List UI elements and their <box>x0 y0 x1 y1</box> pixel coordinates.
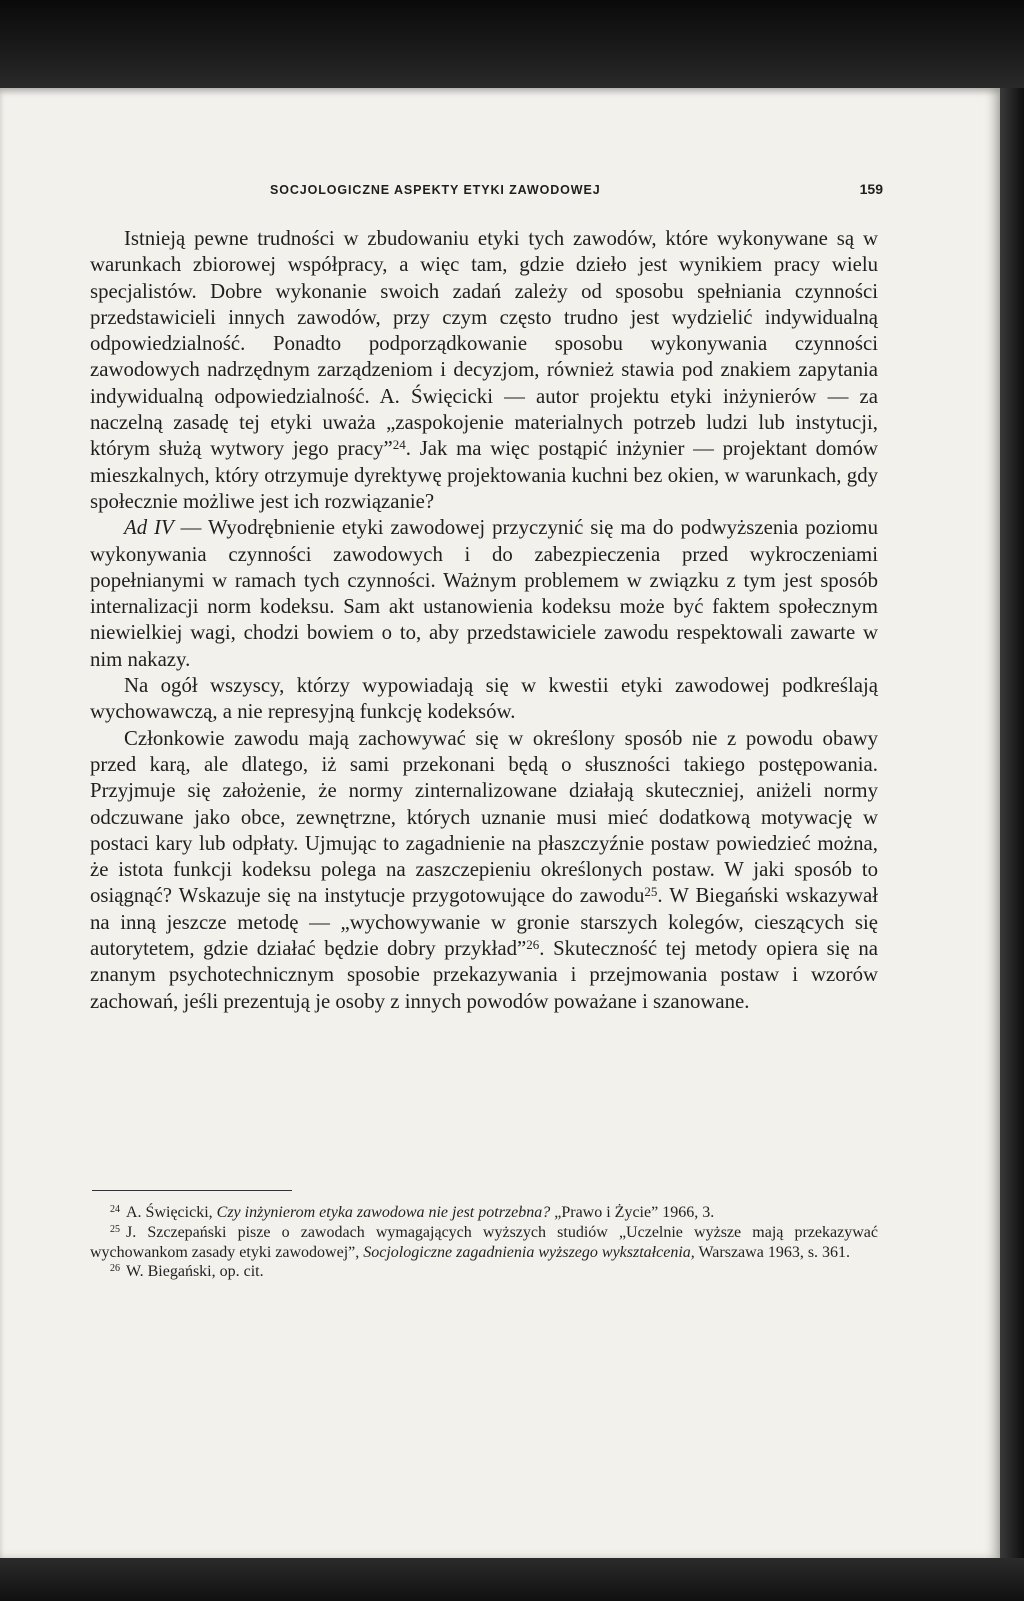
paragraph-2-lead: Ad IV <box>124 516 174 540</box>
paragraph-2-text: — Wyodrębnienie etyki zawodowej przyczynić się ma do podwyższenia poziomu wykonywania czynności zawodowych i do zabezpieczenia przed wykroczeniami popełnianymi w ramach tych czynności. Ważnym problemem w związku z tym jest sposób internalizacji norm kodeksu. Sam akt ustanowienia kodeksu może być faktem społecznym niewielkiej wagi, chodzi bowiem o to, aby przedstawiciele zawodu respektowali zawarte w nim nakazy. <box>90 516 878 671</box>
paragraph-1-text-b: . Jak ma więc postąpić inżynier — projektant domów mieszkalnych, który otrzymuje dyrektywę projektowania kuchni bez okien, w warunkach, gdy społecznie możliwe jest ich rozwiązanie? <box>90 437 878 513</box>
footnote-text-end: „Prawo i Życie” 1966, 3. <box>550 1204 715 1221</box>
footnote-number: 26 <box>110 1263 120 1275</box>
footnote-text: W. Biegański, op. cit. <box>126 1263 264 1281</box>
running-head: SOCJOLOGICZNE ASPEKTY ETYKI ZAWODOWEJ <box>270 183 601 197</box>
paragraph-2 <box>90 515 878 673</box>
book-spine-top-shadow <box>0 0 1024 90</box>
paragraph-1 <box>90 226 878 515</box>
footnote-text-end: Warszawa 1963, s. 361. <box>694 1243 851 1261</box>
footnote-ref-26: 26 <box>526 937 540 953</box>
footnote-number: 24 <box>110 1204 120 1215</box>
footnote-25 <box>90 1223 878 1263</box>
footnote-separator <box>92 1190 292 1191</box>
paragraph-4-text-b: . W Biegański wskazywał na inną jeszcze metodę — „wychowywanie w gronie starszych kolegów, cieszących się autorytetem, gdzie działać będzie dobry przykład” <box>90 884 878 961</box>
footnote-ref-25: 25 <box>644 884 658 900</box>
book-page <box>0 88 1000 1560</box>
footnotes <box>90 1203 878 1282</box>
footnote-title: Socjologiczne zagadnienia wyższego wykształcenia, <box>363 1243 695 1261</box>
footnote-text: J. Szczepański pisze o zawodach wymagających wyższych studiów „Uczelnie wyższe mają przekazywać wychowankom zasady etyki zawodowej”, <box>90 1223 878 1261</box>
footnote-text: A. Święcicki, <box>126 1204 217 1221</box>
footnote-title: Czy inżynierom etyka zawodowa nie jest potrzebna? <box>216 1204 551 1221</box>
footnote-26 <box>90 1262 878 1282</box>
footnote-number: 25 <box>110 1223 120 1235</box>
paragraph-3: Na ogół wszyscy, którzy wypowiadają się w kwestii etyki zawodowej podkreślają wychowawczą, a nie represyjną funkcję kodeksów. <box>90 674 878 724</box>
footnote-24 <box>90 1203 878 1223</box>
paragraph-1-text-a: Istnieją pewne trudności w zbudowaniu etyki tych zawodów, które wykonywane są w warunkach zbiorowej współpracy, a więc tam, gdzie dzieło jest wynikiem pracy wielu specjalistów. Dobre wykonanie swoich zadań zależy od sposobu spełniania czynności przedstawicieli innych zawodów, przy czym często trudno jest wydzielić indywidualną odpowiedzialność. Ponadto podporządkowanie sposobu wykonywania czynności zawodowych nadrzędnym zarządzeniom i decyzjom, również stawia pod znakiem zapytania indywidualną odpowiedzialność. A. Święcicki — autor projektu etyki inżynierów — za naczelną zasadę tej etyki uważa „zaspokojenie materialnych potrzeb ludzi lub instytucji, którym służą wytwory jego pracy” <box>90 227 878 461</box>
book-page-edge <box>1000 88 1024 1560</box>
paragraph-4-text-a: Członkowie zawodu mają zachowywać się w określony sposób nie z powodu obawy przed karą, ale dlatego, iż sami przekonani będą o słuszności takiego postępowania. Przyjmuje się założenie, że normy zinternalizowane działają skuteczniej, aniżeli normy odczuwane jako obce, zewnętrzne, których uznanie musi mieć dodatkową motywację w postaci kary lub odpłaty. Ujmując to zagadnienie na płaszczyźnie postaw powiedzieć można, że istota funkcji kodeksu polega na zaszczepieniu określonych postaw. W jaki sposób to osiągnąć? Wskazuje się na instytucje przygotowujące do zawodu <box>90 726 878 908</box>
page-header <box>90 183 890 205</box>
page-number: 159 <box>859 181 883 197</box>
footnote-ref-24: 24 <box>392 437 406 453</box>
paragraph-4 <box>90 726 878 1015</box>
paragraph-4-text-c: . Skuteczność tej metody opiera się na znanym psychotechnicznym sposobie przekazywania i przejmowania postaw i wzorów zachowań, jeśli prezentują je osoby z innych powodów poważane i szanowane. <box>90 937 878 1013</box>
book-spine-bottom-shadow <box>0 1558 1024 1601</box>
main-text <box>90 226 878 1015</box>
